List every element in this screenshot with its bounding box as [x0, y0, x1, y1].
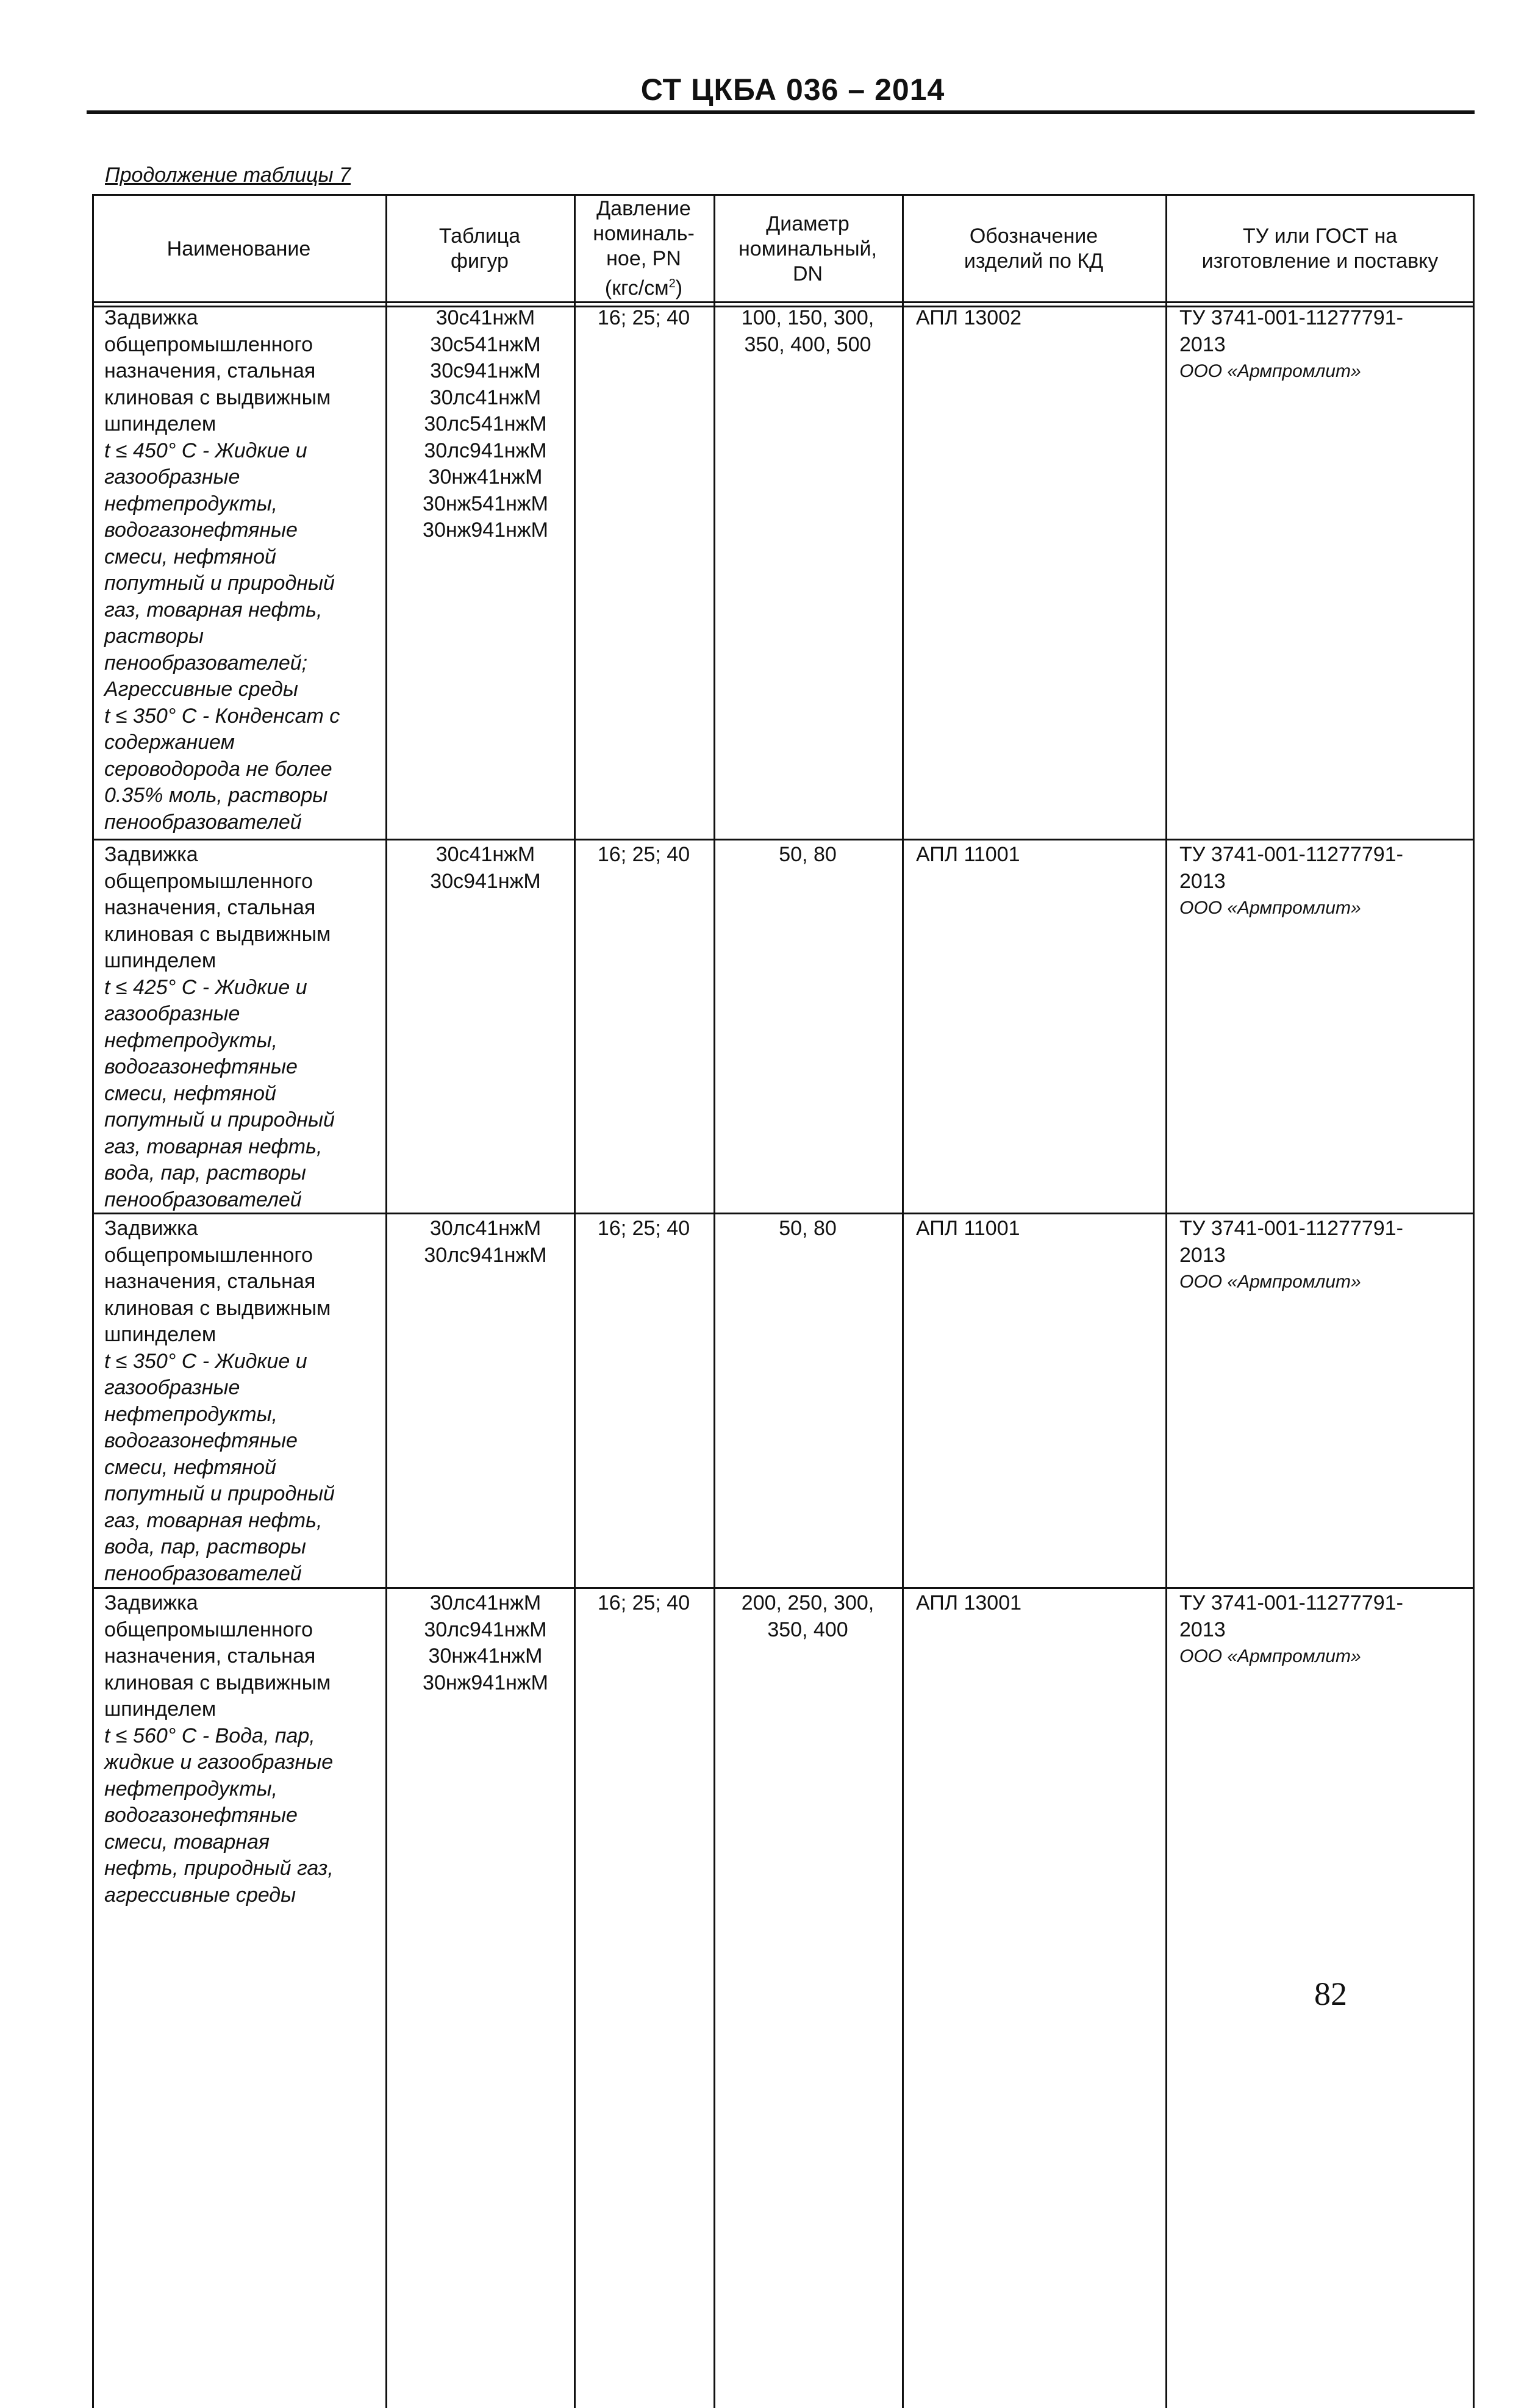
- column-divider: [574, 194, 576, 2408]
- row-1-name-conditions: t ≤ 450° С - Жидкие и газообразные нефтепродукты, водогазонефтяные смеси, нефтяной попутный и природный газ, товарная нефть, растворы пенообразователей; Агрессивные среды t ≤ 350° С - Конденсат с содержанием сероводорода не более 0.35% моль, растворы пенообразователей: [104, 439, 340, 834]
- row-2-name-conditions: t ≤ 425° С - Жидкие и газообразные нефтепродукты, водогазонефтяные смеси, нефтяной попутный и природный газ, товарная нефть, вода, пар, растворы пенообразователей: [104, 975, 335, 1211]
- column-divider: [714, 194, 715, 2408]
- row-divider: [92, 1587, 1475, 1589]
- row-4-tu: [1179, 1590, 1466, 1670]
- row-2-tu: [1179, 842, 1466, 922]
- header-name: [92, 196, 385, 301]
- row-4-dn: 200, 250, 300, 350, 400: [741, 1591, 875, 1641]
- document-code: СТ ЦКБА 036 – 2014: [640, 73, 945, 107]
- row-4-name-conditions: t ≤ 560° С - Вода, пар, жидкие и газообразные нефтепродукты, водогазонефтяные смеси, товарная нефть, природный газ, агрессивные среды: [104, 1724, 334, 1907]
- row-3-tu-org: ООО «Армпромлит»: [1179, 1272, 1361, 1292]
- row-1-name-plain: Задвижка общепромышленного назначения, стальная клиновая с выдвижным шпинделем: [104, 306, 331, 435]
- row-2-pn: 16; 25; 40: [597, 843, 690, 866]
- row-1-figures: 30с41нжМ 30с541нжМ 30с941нжМ 30лс41нжМ 30лс541нжМ 30лс941нжМ 30нж41нжМ 30нж541нжМ 30нж941нжМ: [423, 306, 548, 542]
- row-4-name-plain: Задвижка общепромышленного назначения, стальная клиновая с выдвижным шпинделем: [104, 1591, 331, 1721]
- column-divider: [1165, 194, 1167, 2408]
- column-divider: [385, 194, 387, 2408]
- row-3-tu: [1179, 1216, 1466, 1295]
- header-standard-text: ТУ или ГОСТ на изготовление и поставку: [1201, 224, 1439, 273]
- row-3-name: [104, 1216, 373, 1587]
- header-standard: [1165, 196, 1475, 301]
- header-figures-text: Таблица фигур: [438, 224, 521, 273]
- row-1-tu: [1179, 305, 1466, 385]
- row-4-tu-org: ООО «Армпромлит»: [1179, 1646, 1361, 1666]
- column-divider: [902, 194, 904, 2408]
- row-3-tu-number: ТУ 3741-001-11277791- 2013: [1179, 1217, 1403, 1267]
- header-pressure-sup: 2: [668, 277, 676, 291]
- row-1-kd: АПЛ 13002: [916, 306, 1022, 329]
- header-diameter: [714, 196, 902, 301]
- header-pressure-tail: ): [675, 276, 683, 300]
- row-1-pn: 16; 25; 40: [597, 306, 690, 329]
- row-2-figures: 30с41нжМ 30с941нжМ: [430, 843, 541, 893]
- row-3-name-conditions: t ≤ 350° С - Жидкие и газообразные нефтепродукты, водогазонефтяные смеси, нефтяной попутный и природный газ, товарная нефть, вода, пар, растворы пенообразователей: [104, 1349, 335, 1585]
- row-divider: [92, 839, 1475, 840]
- row-2-name-plain: Задвижка общепромышленного назначения, стальная клиновая с выдвижным шпинделем: [104, 843, 331, 972]
- row-3-kd: АПЛ 11001: [916, 1217, 1020, 1240]
- row-2-name: [104, 842, 373, 1213]
- row-3-pn: 16; 25; 40: [597, 1217, 690, 1240]
- row-2-tu-number: ТУ 3741-001-11277791- 2013: [1179, 843, 1403, 893]
- header-pressure: [574, 196, 714, 301]
- row-2-tu-org: ООО «Армпромлит»: [1179, 898, 1361, 918]
- row-2-dn: 50, 80: [779, 843, 837, 866]
- row-4-kd: АПЛ 13001: [916, 1591, 1022, 1614]
- header-designation-text: Обозначение изделий по КД: [964, 224, 1104, 273]
- continuation-label: Продолжение таблицы 7: [105, 163, 351, 187]
- header-figures: [385, 196, 574, 301]
- row-1-name: [104, 305, 373, 836]
- row-3-name-plain: Задвижка общепромышленного назначения, стальная клиновая с выдвижным шпинделем: [104, 1217, 331, 1346]
- row-4-name: [104, 1590, 373, 1908]
- row-1-dn: 100, 150, 300, 350, 400, 500: [741, 306, 875, 356]
- row-1-tu-org: ООО «Армпромлит»: [1179, 361, 1361, 381]
- row-3-dn: 50, 80: [779, 1217, 837, 1240]
- page-number: 82: [1314, 1976, 1347, 2012]
- header-diameter-text: Диаметр номинальный, DN: [739, 212, 877, 285]
- header-designation: [902, 196, 1165, 301]
- row-4-pn: 16; 25; 40: [597, 1591, 690, 1614]
- header-pressure-text: [593, 196, 695, 301]
- row-4-tu-number: ТУ 3741-001-11277791- 2013: [1179, 1591, 1403, 1641]
- row-1-tu-number: ТУ 3741-001-11277791- 2013: [1179, 306, 1403, 356]
- header-name-text: Наименование: [166, 237, 311, 260]
- row-4-figures: 30лс41нжМ 30лс941нжМ 30нж41нжМ 30нж941нжМ: [423, 1591, 548, 1694]
- row-3-figures: 30лс41нжМ 30лс941нжМ: [424, 1217, 547, 1267]
- header-pressure-main: Давление номиналь- ное, PN (кгс/см: [593, 197, 695, 300]
- header-rule: [87, 110, 1475, 114]
- row-2-kd: АПЛ 11001: [916, 843, 1020, 866]
